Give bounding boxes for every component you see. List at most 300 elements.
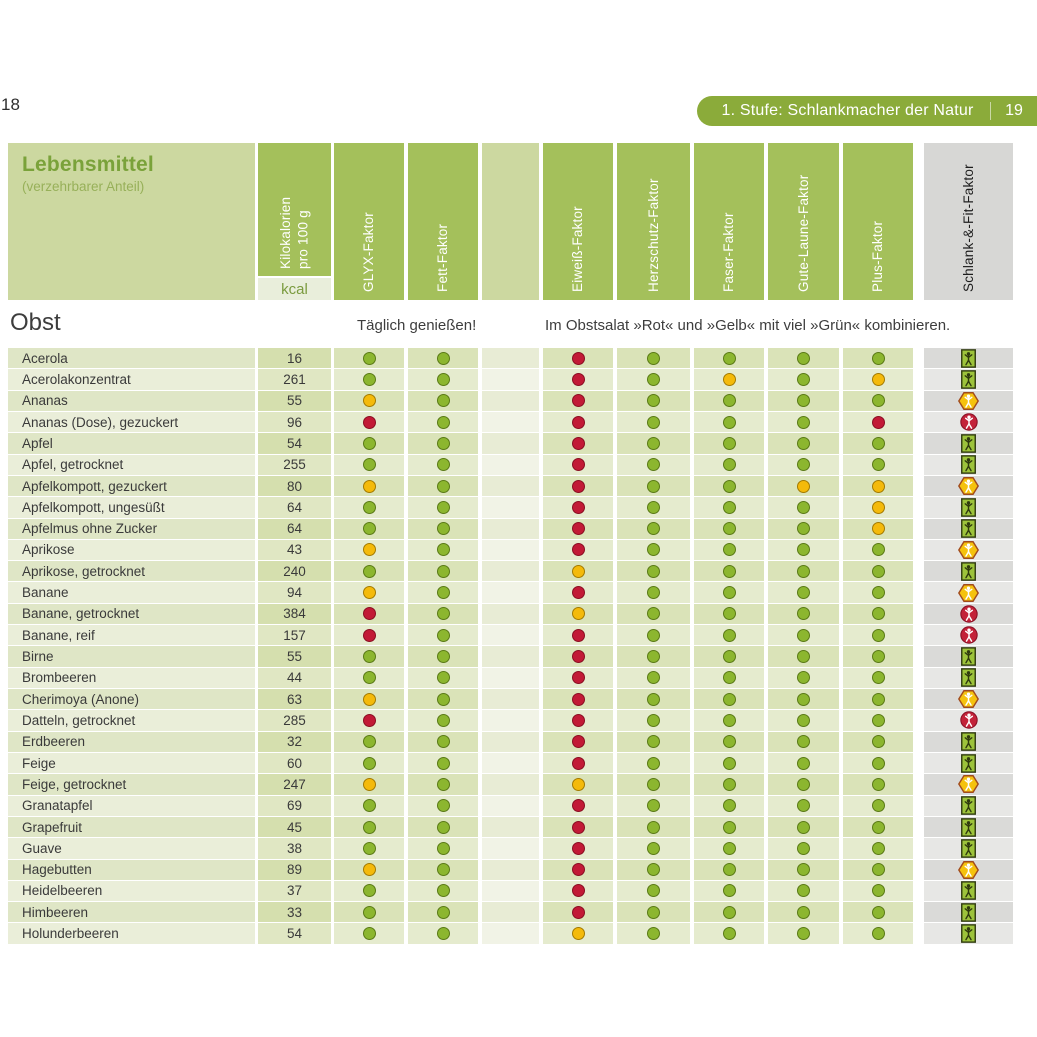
plus-dot [872, 373, 885, 386]
schlank-fit-header-label: Schlank-&-Fit-Faktor [960, 164, 976, 292]
herzschutz-dot [647, 927, 660, 940]
table-row [8, 796, 1013, 816]
section-title-obst: Obst [10, 309, 61, 336]
schlank-fit-cell [924, 497, 1013, 517]
spacer-cell [482, 476, 539, 496]
gute-laune-dot [797, 586, 810, 599]
column-header-plus [843, 143, 913, 300]
gute-laune-cell [768, 923, 839, 943]
fett-cell [408, 391, 478, 411]
herzschutz-dot [647, 693, 660, 706]
kcal-value: 255 [258, 455, 331, 475]
fit-icon-green [961, 455, 976, 474]
schlank-fit-cell [924, 604, 1013, 624]
glyx-dot [363, 884, 376, 897]
glyx-cell [334, 732, 404, 752]
plus-cell [843, 561, 913, 581]
fit-icon-yellow [958, 861, 979, 879]
fett-cell [408, 561, 478, 581]
herzschutz-cell [617, 369, 690, 389]
food-name: Acerolakonzentrat [8, 369, 255, 389]
gute-laune-cell [768, 369, 839, 389]
gute-laune-cell [768, 561, 839, 581]
kcal-value: 63 [258, 689, 331, 709]
faser-cell [694, 604, 764, 624]
plus-cell [843, 689, 913, 709]
eiweiss-cell [543, 582, 613, 602]
faser-cell [694, 561, 764, 581]
kcal-unit-band: kcal [258, 278, 331, 300]
plus-dot [872, 693, 885, 706]
spacer-cell [482, 753, 539, 773]
gute-laune-cell [768, 796, 839, 816]
herzschutz-dot [647, 501, 660, 514]
herzschutz-dot [647, 480, 660, 493]
faser-dot [723, 693, 736, 706]
fit-icon-red [960, 605, 978, 623]
faser-cell [694, 625, 764, 645]
glyx-cell [334, 817, 404, 837]
plus-dot [872, 458, 885, 471]
glyx-cell [334, 348, 404, 368]
eiweiss-cell [543, 689, 613, 709]
eiweiss-cell [543, 433, 613, 453]
gute-laune-cell [768, 902, 839, 922]
gute-laune-dot [797, 522, 810, 535]
column-header-glyx [334, 143, 404, 300]
faser-cell [694, 796, 764, 816]
spacer-cell [482, 540, 539, 560]
food-name: Apfelkompott, gezuckert [8, 476, 255, 496]
fett-cell [408, 369, 478, 389]
table-row [8, 455, 1013, 475]
fett-cell [408, 902, 478, 922]
plus-cell [843, 497, 913, 517]
glyx-dot [363, 480, 376, 493]
kcal-value: 384 [258, 604, 331, 624]
plus-cell [843, 369, 913, 389]
kcal-value: 80 [258, 476, 331, 496]
spacer-cell [482, 838, 539, 858]
herzschutz-cell [617, 433, 690, 453]
herzschutz-cell [617, 455, 690, 475]
column-header-kcal [258, 143, 331, 300]
eiweiss-cell [543, 753, 613, 773]
column-header-schlank-fit [924, 143, 1013, 300]
eiweiss-cell [543, 838, 613, 858]
column-header-faser [694, 143, 764, 300]
glyx-dot [363, 799, 376, 812]
eiweiss-dot [572, 458, 585, 471]
fit-icon-green [961, 668, 976, 687]
gute-laune-cell [768, 433, 839, 453]
fett-cell [408, 476, 478, 496]
kcal-value: 33 [258, 902, 331, 922]
plus-cell [843, 582, 913, 602]
eiweiss-cell [543, 817, 613, 837]
eiweiss-dot [572, 757, 585, 770]
faser-cell [694, 348, 764, 368]
plus-cell [843, 540, 913, 560]
table-row [8, 561, 1013, 581]
food-name: Feige, getrocknet [8, 774, 255, 794]
food-name: Himbeeren [8, 902, 255, 922]
plus-cell [843, 774, 913, 794]
gute-laune-dot [797, 927, 810, 940]
fit-icon-yellow [958, 477, 979, 495]
eiweiss-cell [543, 391, 613, 411]
schlank-fit-cell [924, 412, 1013, 432]
faser-dot [723, 778, 736, 791]
eiweiss-dot [572, 714, 585, 727]
fett-dot [437, 565, 450, 578]
food-name: Apfel, getrocknet [8, 455, 255, 475]
faser-cell [694, 710, 764, 730]
faser-dot [723, 565, 736, 578]
gute-laune-cell [768, 860, 839, 880]
fit-icon-yellow [958, 541, 979, 559]
faser-dot [723, 927, 736, 940]
food-name: Erdbeeren [8, 732, 255, 752]
kcal-value: 157 [258, 625, 331, 645]
column-header-herzschutz [617, 143, 690, 300]
herzschutz-dot [647, 735, 660, 748]
faser-dot [723, 906, 736, 919]
gute-laune-cell [768, 455, 839, 475]
herzschutz-cell [617, 348, 690, 368]
table-subtitle: (verzehrbarer Anteil) [22, 179, 145, 194]
food-name: Feige [8, 753, 255, 773]
fett-dot [437, 352, 450, 365]
glyx-cell [334, 455, 404, 475]
eiweiss-dot [572, 799, 585, 812]
fett-cell [408, 646, 478, 666]
gute-laune-cell [768, 710, 839, 730]
plus-dot [872, 522, 885, 535]
faser-cell [694, 540, 764, 560]
food-name: Heidelbeeren [8, 881, 255, 901]
herzschutz-dot [647, 906, 660, 919]
herzschutz-dot [647, 394, 660, 407]
column-header-eiweiss [543, 143, 613, 300]
kcal-header-line-1: Kilokalorien [277, 196, 293, 269]
gute-laune-dot [797, 607, 810, 620]
herzschutz-cell [617, 732, 690, 752]
spacer-cell [482, 348, 539, 368]
eiweiss-cell [543, 348, 613, 368]
fit-icon-green [961, 903, 976, 922]
header-banner [697, 96, 1037, 126]
table-row [8, 860, 1013, 880]
gute-laune-dot [797, 884, 810, 897]
plus-dot [872, 501, 885, 514]
kcal-value: 16 [258, 348, 331, 368]
herzschutz-dot [647, 437, 660, 450]
faser-cell [694, 753, 764, 773]
fett-dot [437, 842, 450, 855]
herzschutz-dot [647, 650, 660, 663]
glyx-cell [334, 625, 404, 645]
fit-icon-green [961, 881, 976, 900]
spacer-cell [482, 902, 539, 922]
eiweiss-dot [572, 480, 585, 493]
herzschutz-dot [647, 565, 660, 578]
spacer-cell [482, 497, 539, 517]
faser-cell [694, 391, 764, 411]
herzschutz-cell [617, 923, 690, 943]
spacer-cell [482, 433, 539, 453]
faser-dot [723, 757, 736, 770]
gute-laune-dot [797, 458, 810, 471]
gute-laune-cell [768, 646, 839, 666]
faser-dot [723, 821, 736, 834]
faser-cell [694, 369, 764, 389]
gute-laune-dot [797, 437, 810, 450]
schlank-fit-cell [924, 540, 1013, 560]
fit-icon-yellow [958, 690, 979, 708]
kcal-value: 32 [258, 732, 331, 752]
fit-icon-green [961, 818, 976, 837]
plus-dot [872, 906, 885, 919]
eiweiss-dot [572, 394, 585, 407]
table-row [8, 412, 1013, 432]
plus-dot [872, 799, 885, 812]
faser-dot [723, 501, 736, 514]
column-header-label-herzschutz: Herzschutz-Faktor [645, 178, 661, 292]
kcal-value: 240 [258, 561, 331, 581]
food-name: Banane, getrocknet [8, 604, 255, 624]
kcal-value: 45 [258, 817, 331, 837]
food-name: Holunderbeeren [8, 923, 255, 943]
fett-dot [437, 735, 450, 748]
schlank-fit-cell [924, 796, 1013, 816]
glyx-dot [363, 565, 376, 578]
plus-cell [843, 796, 913, 816]
gute-laune-cell [768, 838, 839, 858]
glyx-cell [334, 582, 404, 602]
eiweiss-cell [543, 412, 613, 432]
plus-dot [872, 437, 885, 450]
gute-laune-cell [768, 774, 839, 794]
kcal-value: 261 [258, 369, 331, 389]
table-row [8, 519, 1013, 539]
kcal-value: 43 [258, 540, 331, 560]
plus-dot [872, 352, 885, 365]
herzschutz-dot [647, 629, 660, 642]
kcal-value: 55 [258, 646, 331, 666]
herzschutz-cell [617, 838, 690, 858]
plus-cell [843, 348, 913, 368]
section-note-left: Täglich genießen! [357, 317, 477, 334]
plus-cell [843, 902, 913, 922]
food-name: Apfelkompott, ungesüßt [8, 497, 255, 517]
faser-dot [723, 842, 736, 855]
food-name: Ananas (Dose), gezuckert [8, 412, 255, 432]
plus-dot [872, 629, 885, 642]
herzschutz-cell [617, 774, 690, 794]
faser-dot [723, 735, 736, 748]
plus-cell [843, 753, 913, 773]
spacer-cell [482, 732, 539, 752]
fett-cell [408, 774, 478, 794]
table-rows [8, 348, 1013, 945]
spacer-cell [482, 455, 539, 475]
food-name: Apfelmus ohne Zucker [8, 519, 255, 539]
food-name: Birne [8, 646, 255, 666]
food-name: Apfel [8, 433, 255, 453]
plus-cell [843, 923, 913, 943]
spacer-cell [482, 369, 539, 389]
food-name: Aprikose [8, 540, 255, 560]
fit-icon-green [961, 754, 976, 773]
table-row [8, 753, 1013, 773]
glyx-dot [363, 863, 376, 876]
food-name: Cherimoya (Anone) [8, 689, 255, 709]
table-row [8, 582, 1013, 602]
fett-dot [437, 650, 450, 663]
schlank-fit-cell [924, 774, 1013, 794]
schlank-fit-cell [924, 455, 1013, 475]
gute-laune-cell [768, 668, 839, 688]
fett-dot [437, 821, 450, 834]
plus-cell [843, 881, 913, 901]
kcal-value: 54 [258, 923, 331, 943]
table-row [8, 902, 1013, 922]
fett-cell [408, 881, 478, 901]
glyx-dot [363, 586, 376, 599]
fett-cell [408, 348, 478, 368]
fit-icon-green [961, 839, 976, 858]
kcal-value: 64 [258, 519, 331, 539]
eiweiss-dot [572, 650, 585, 663]
schlank-fit-cell [924, 817, 1013, 837]
column-header-lebensmittel [8, 143, 255, 300]
herzschutz-dot [647, 757, 660, 770]
fett-cell [408, 838, 478, 858]
plus-cell [843, 668, 913, 688]
eiweiss-cell [543, 774, 613, 794]
glyx-dot [363, 650, 376, 663]
plus-dot [872, 671, 885, 684]
glyx-cell [334, 519, 404, 539]
gute-laune-dot [797, 671, 810, 684]
spacer-cell [482, 860, 539, 880]
faser-cell [694, 668, 764, 688]
kcal-value: 96 [258, 412, 331, 432]
glyx-cell [334, 540, 404, 560]
faser-dot [723, 863, 736, 876]
glyx-cell [334, 838, 404, 858]
faser-cell [694, 860, 764, 880]
herzschutz-dot [647, 586, 660, 599]
fit-icon-green [961, 498, 976, 517]
table-row [8, 838, 1013, 858]
fett-dot [437, 693, 450, 706]
herzschutz-dot [647, 799, 660, 812]
faser-dot [723, 458, 736, 471]
glyx-cell [334, 710, 404, 730]
table-row [8, 732, 1013, 752]
fit-icon-yellow [958, 775, 979, 793]
fett-dot [437, 671, 450, 684]
eiweiss-cell [543, 369, 613, 389]
herzschutz-dot [647, 884, 660, 897]
schlank-fit-cell [924, 923, 1013, 943]
eiweiss-dot [572, 522, 585, 535]
faser-dot [723, 543, 736, 556]
plus-dot [872, 757, 885, 770]
plus-dot [872, 735, 885, 748]
spacer-cell [482, 881, 539, 901]
header-spacer-column [482, 143, 539, 300]
herzschutz-dot [647, 458, 660, 471]
plus-cell [843, 604, 913, 624]
eiweiss-dot [572, 629, 585, 642]
kcal-value: 55 [258, 391, 331, 411]
faser-dot [723, 714, 736, 727]
fett-dot [437, 607, 450, 620]
column-header-label-plus: Plus-Faktor [870, 220, 886, 292]
schlank-fit-cell [924, 519, 1013, 539]
food-name: Aprikose, getrocknet [8, 561, 255, 581]
gute-laune-dot [797, 906, 810, 919]
glyx-dot [363, 416, 376, 429]
plus-cell [843, 860, 913, 880]
herzschutz-cell [617, 668, 690, 688]
glyx-cell [334, 412, 404, 432]
fett-dot [437, 927, 450, 940]
herzschutz-dot [647, 821, 660, 834]
fett-cell [408, 433, 478, 453]
table-row [8, 668, 1013, 688]
fett-dot [437, 757, 450, 770]
glyx-cell [334, 753, 404, 773]
gute-laune-dot [797, 352, 810, 365]
schlank-fit-cell [924, 433, 1013, 453]
gute-laune-cell [768, 753, 839, 773]
herzschutz-dot [647, 778, 660, 791]
schlank-fit-cell [924, 625, 1013, 645]
faser-cell [694, 881, 764, 901]
fit-icon-green [961, 796, 976, 815]
herzschutz-cell [617, 753, 690, 773]
gute-laune-dot [797, 650, 810, 663]
plus-cell [843, 391, 913, 411]
glyx-dot [363, 906, 376, 919]
table-header [8, 143, 1013, 300]
eiweiss-cell [543, 710, 613, 730]
kcal-value: 38 [258, 838, 331, 858]
table-row [8, 391, 1013, 411]
herzschutz-cell [617, 625, 690, 645]
gute-laune-dot [797, 693, 810, 706]
faser-cell [694, 923, 764, 943]
herzschutz-dot [647, 373, 660, 386]
table-row [8, 774, 1013, 794]
eiweiss-dot [572, 543, 585, 556]
herzschutz-cell [617, 497, 690, 517]
gute-laune-dot [797, 394, 810, 407]
glyx-dot [363, 778, 376, 791]
herzschutz-cell [617, 710, 690, 730]
eiweiss-dot [572, 821, 585, 834]
fett-dot [437, 373, 450, 386]
fett-dot [437, 799, 450, 812]
kcal-header-line-2: pro 100 g [295, 210, 311, 269]
eiweiss-dot [572, 373, 585, 386]
fett-dot [437, 522, 450, 535]
herzschutz-dot [647, 671, 660, 684]
